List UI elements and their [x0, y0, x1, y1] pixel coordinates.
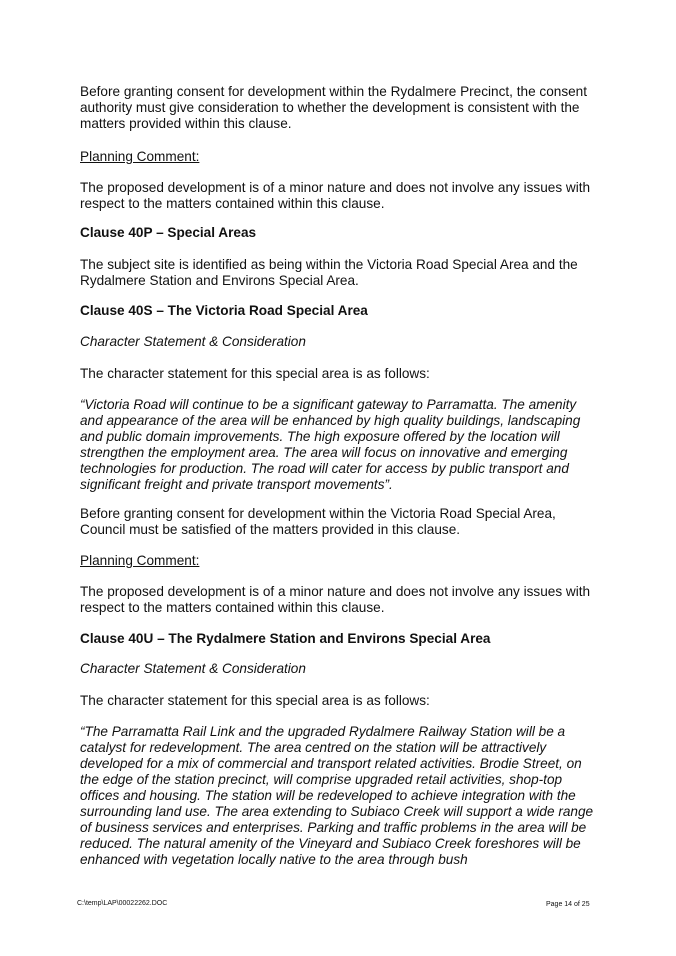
paragraph-rydalmere-precinct: Before granting consent for development within the Rydalmere Precinct, the consent authority must give consideration to whether the development is consistent with the matters provided within this clause. [80, 84, 588, 131]
heading-clause-40u: Clause 40U – The Rydalmere Station and Environs Special Area [80, 631, 491, 646]
footer-file-path: C:\temp\LAP\00022262.DOC [77, 900, 168, 907]
paragraph-victoria-road-consent: Before granting consent for development within the Victoria Road Special Area, Council must be satisfied of the matters provided in this clause. [80, 506, 556, 537]
subheading-character-statement: Character Statement & Consideration [80, 661, 306, 676]
paragraph-character-intro: The character statement for this special area is as follows: [80, 366, 430, 381]
quote-victoria-road: “Victoria Road will continue to be a significant gateway to Parramatta. The amenity and appearance of the area will be enhanced by high quality buildings, landscaping and public domain improvements. The high exposure offered by the location will strengthen the employment area. The area will focus on innovative and emerging technologies for production. The road will cater for access by public transport and significant freight and private transport movements”. [80, 397, 581, 492]
paragraph-character-intro: The character statement for this special area is as follows: [80, 693, 430, 708]
paragraph-special-areas: The subject site is identified as being within the Victoria Road Special Area and the Rydalmere Station and Environs Special Area. [80, 257, 578, 288]
subheading-character-statement: Character Statement & Consideration [80, 334, 306, 349]
planning-comment-label: Planning Comment: [80, 553, 200, 568]
footer-page-number: Page 14 of 25 [546, 901, 590, 908]
heading-clause-40s: Clause 40S – The Victoria Road Special Area [80, 303, 368, 318]
quote-rydalmere-station: “The Parramatta Rail Link and the upgraded Rydalmere Railway Station will be a catalyst for redevelopment. The area centred on the station will be attractively developed for a mix of commercial and transport related activities. Brodie Street, on the edge of the station precinct, will comprise upgraded retail activities, shop-top offices and housing. The station will be redeveloped to achieve integration with the surrounding land use. The area extending to Subiaco Creek will support a wide range of business services and enterprises. Parking and traffic problems in the area will be reduced. The natural amenity of the Vineyard and Subiaco Creek foreshores will be enhanced with vegetation locally native to the area through bush [80, 724, 594, 867]
planning-comment-label: Planning Comment: [80, 149, 200, 164]
paragraph-planning-comment: The proposed development is of a minor nature and does not involve any issues with respect to the matters contained within this clause. [80, 584, 591, 615]
heading-clause-40p: Clause 40P – Special Areas [80, 225, 257, 240]
paragraph-planning-comment: The proposed development is of a minor nature and does not involve any issues with respect to the matters contained within this clause. [80, 180, 591, 211]
